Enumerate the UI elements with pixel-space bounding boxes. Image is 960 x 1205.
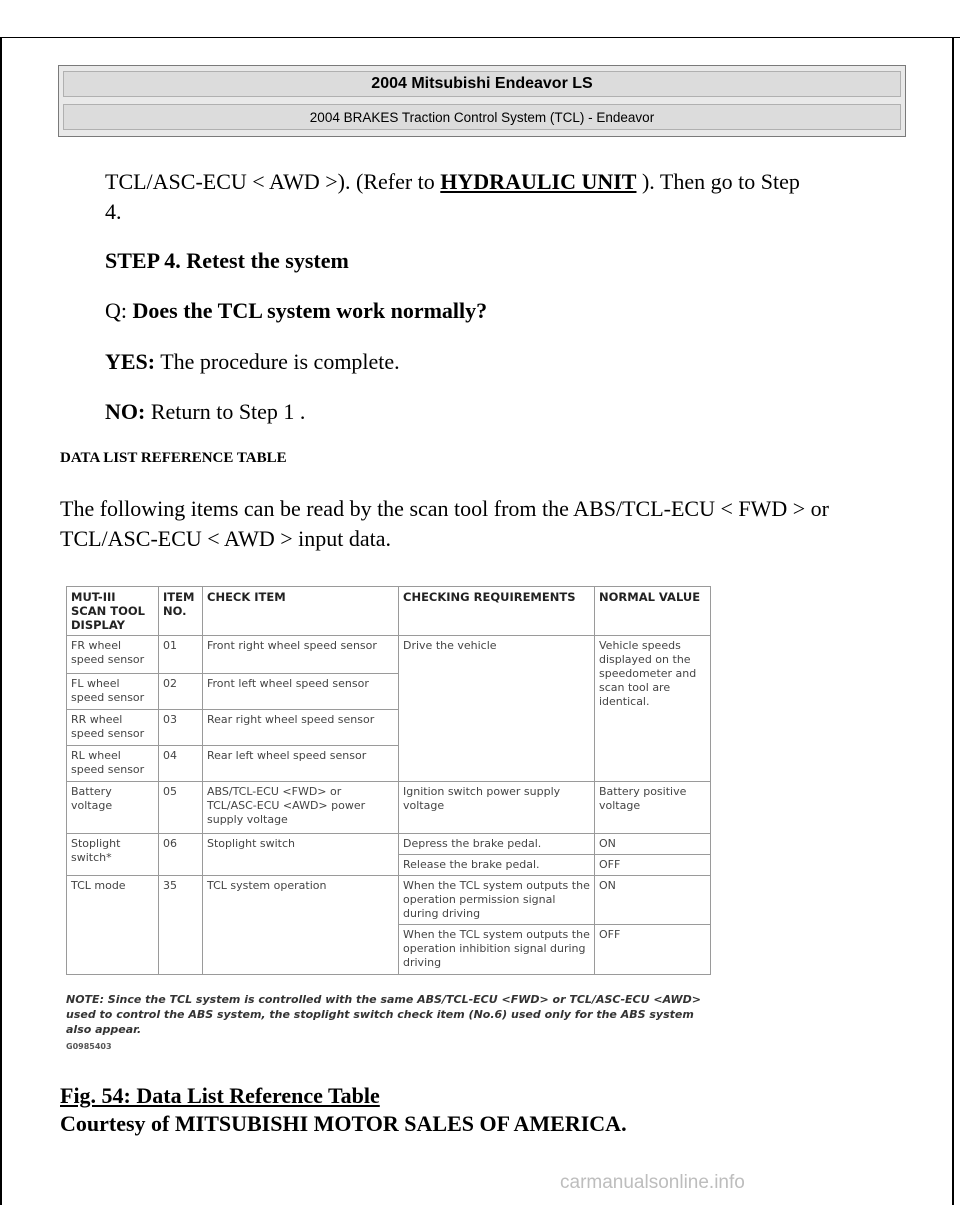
- figure-title: Fig. 54: Data List Reference Table: [60, 1083, 380, 1108]
- cell-requirements: When the TCL system outputs the operation inhibition signal during driving: [399, 925, 595, 975]
- cell-item-no: 06: [159, 834, 203, 876]
- step4-heading: STEP 4. Retest the system: [105, 248, 349, 273]
- page-frame-top: [0, 37, 960, 38]
- cell-check-item: Front left wheel speed sensor: [203, 674, 399, 710]
- yes-label: YES:: [105, 349, 156, 374]
- table-row: [67, 636, 711, 674]
- cell-check-item: Rear left wheel speed sensor: [203, 746, 399, 782]
- cell-check-item: ABS/TCL-ECU <FWD> or TCL/ASC-ECU <AWD> power supply voltage: [203, 782, 399, 834]
- cell-check-item: Rear right wheel speed sensor: [203, 710, 399, 746]
- figure-courtesy: Courtesy of MITSUBISHI MOTOR SALES OF AMERICA.: [60, 1111, 627, 1136]
- image-code: G0985403: [66, 1042, 112, 1051]
- cell-check-item: Front right wheel speed sensor: [203, 636, 399, 674]
- col-header-normal-value: NORMAL VALUE: [595, 587, 711, 636]
- cell-item-no: 01: [159, 636, 203, 674]
- page-header: [58, 65, 906, 137]
- data-list-heading: DATA LIST REFERENCE TABLE: [60, 450, 287, 466]
- col-header-requirements: CHECKING REQUIREMENTS: [399, 587, 595, 636]
- col-header-display: MUT-III SCAN TOOL DISPLAY: [67, 587, 159, 636]
- cell-item-no: 04: [159, 746, 203, 782]
- no-label: NO:: [105, 399, 146, 424]
- continuation-text: TCL/ASC-ECU < AWD >). (Refer to: [105, 169, 441, 194]
- no-line: [105, 397, 305, 427]
- cell-normal-value: OFF: [595, 925, 711, 975]
- continuation-text-end: ). Then go to Step: [636, 169, 800, 194]
- header-title: 2004 Mitsubishi Endeavor LS: [63, 71, 901, 97]
- figure-caption: [60, 1082, 627, 1138]
- table-row: [67, 782, 711, 834]
- page-frame-right: [952, 38, 954, 1205]
- cell-display: Battery voltage: [67, 782, 159, 834]
- cell-display: RR wheel speed sensor: [67, 710, 159, 746]
- cell-requirements: Depress the brake pedal.: [399, 834, 595, 855]
- cell-normal-value: ON: [595, 834, 711, 855]
- yes-text: The procedure is complete.: [155, 349, 400, 374]
- table-row: [67, 876, 711, 925]
- table-header-row: [67, 587, 711, 636]
- watermark: carmanualsonline.info: [560, 1172, 745, 1193]
- cell-requirements: Drive the vehicle: [399, 636, 595, 782]
- yes-line: [105, 347, 400, 377]
- data-list-table: [66, 586, 711, 975]
- table-note: NOTE: Since the TCL system is controlled with the same ABS/TCL-ECU <FWD> or TCL/ASC-ECU <AWD> used to control the ABS system, the stoplight switch check item (No.6) used only for the ABS system also appear.: [66, 993, 701, 1036]
- col-header-item-no: ITEM NO.: [159, 587, 203, 636]
- cell-requirements: Ignition switch power supply voltage: [399, 782, 595, 834]
- table-row: [67, 834, 711, 855]
- page-frame-left: [0, 38, 2, 1205]
- data-list-intro: The following items can be read by the scan tool from the ABS/TCL-ECU < FWD > or TCL/ASC-ECU < AWD > input data.: [60, 496, 830, 551]
- question-line: [105, 296, 487, 326]
- cell-normal-value: ON: [595, 876, 711, 925]
- question-text: Does the TCL system work normally?: [132, 298, 488, 323]
- cell-display: FL wheel speed sensor: [67, 674, 159, 710]
- question-label: Q:: [105, 298, 133, 323]
- cell-display: Stoplight switch*: [67, 834, 159, 876]
- cell-item-no: 35: [159, 876, 203, 975]
- data-list-table-image: [66, 586, 714, 1062]
- cell-item-no: 02: [159, 674, 203, 710]
- no-text: Return to Step 1 .: [145, 399, 306, 424]
- cell-display: RL wheel speed sensor: [67, 746, 159, 782]
- cell-item-no: 05: [159, 782, 203, 834]
- header-subtitle: 2004 BRAKES Traction Control System (TCL) - Endeavor: [63, 104, 901, 130]
- cell-requirements: Release the brake pedal.: [399, 855, 595, 876]
- cell-display: TCL mode: [67, 876, 159, 975]
- cell-check-item: TCL system operation: [203, 876, 399, 975]
- col-header-check-item: CHECK ITEM: [203, 587, 399, 636]
- cell-normal-value: Vehicle speeds displayed on the speedometer and scan tool are identical.: [595, 636, 711, 782]
- step3-continuation: [105, 167, 800, 227]
- cell-display: FR wheel speed sensor: [67, 636, 159, 674]
- cell-requirements: When the TCL system outputs the operation permission signal during driving: [399, 876, 595, 925]
- continuation-line2: 4.: [105, 199, 122, 224]
- cell-item-no: 03: [159, 710, 203, 746]
- cell-normal-value: OFF: [595, 855, 711, 876]
- hydraulic-unit-link[interactable]: HYDRAULIC UNIT: [440, 169, 637, 194]
- cell-check-item: Stoplight switch: [203, 834, 399, 876]
- cell-normal-value: Battery positive voltage: [595, 782, 711, 834]
